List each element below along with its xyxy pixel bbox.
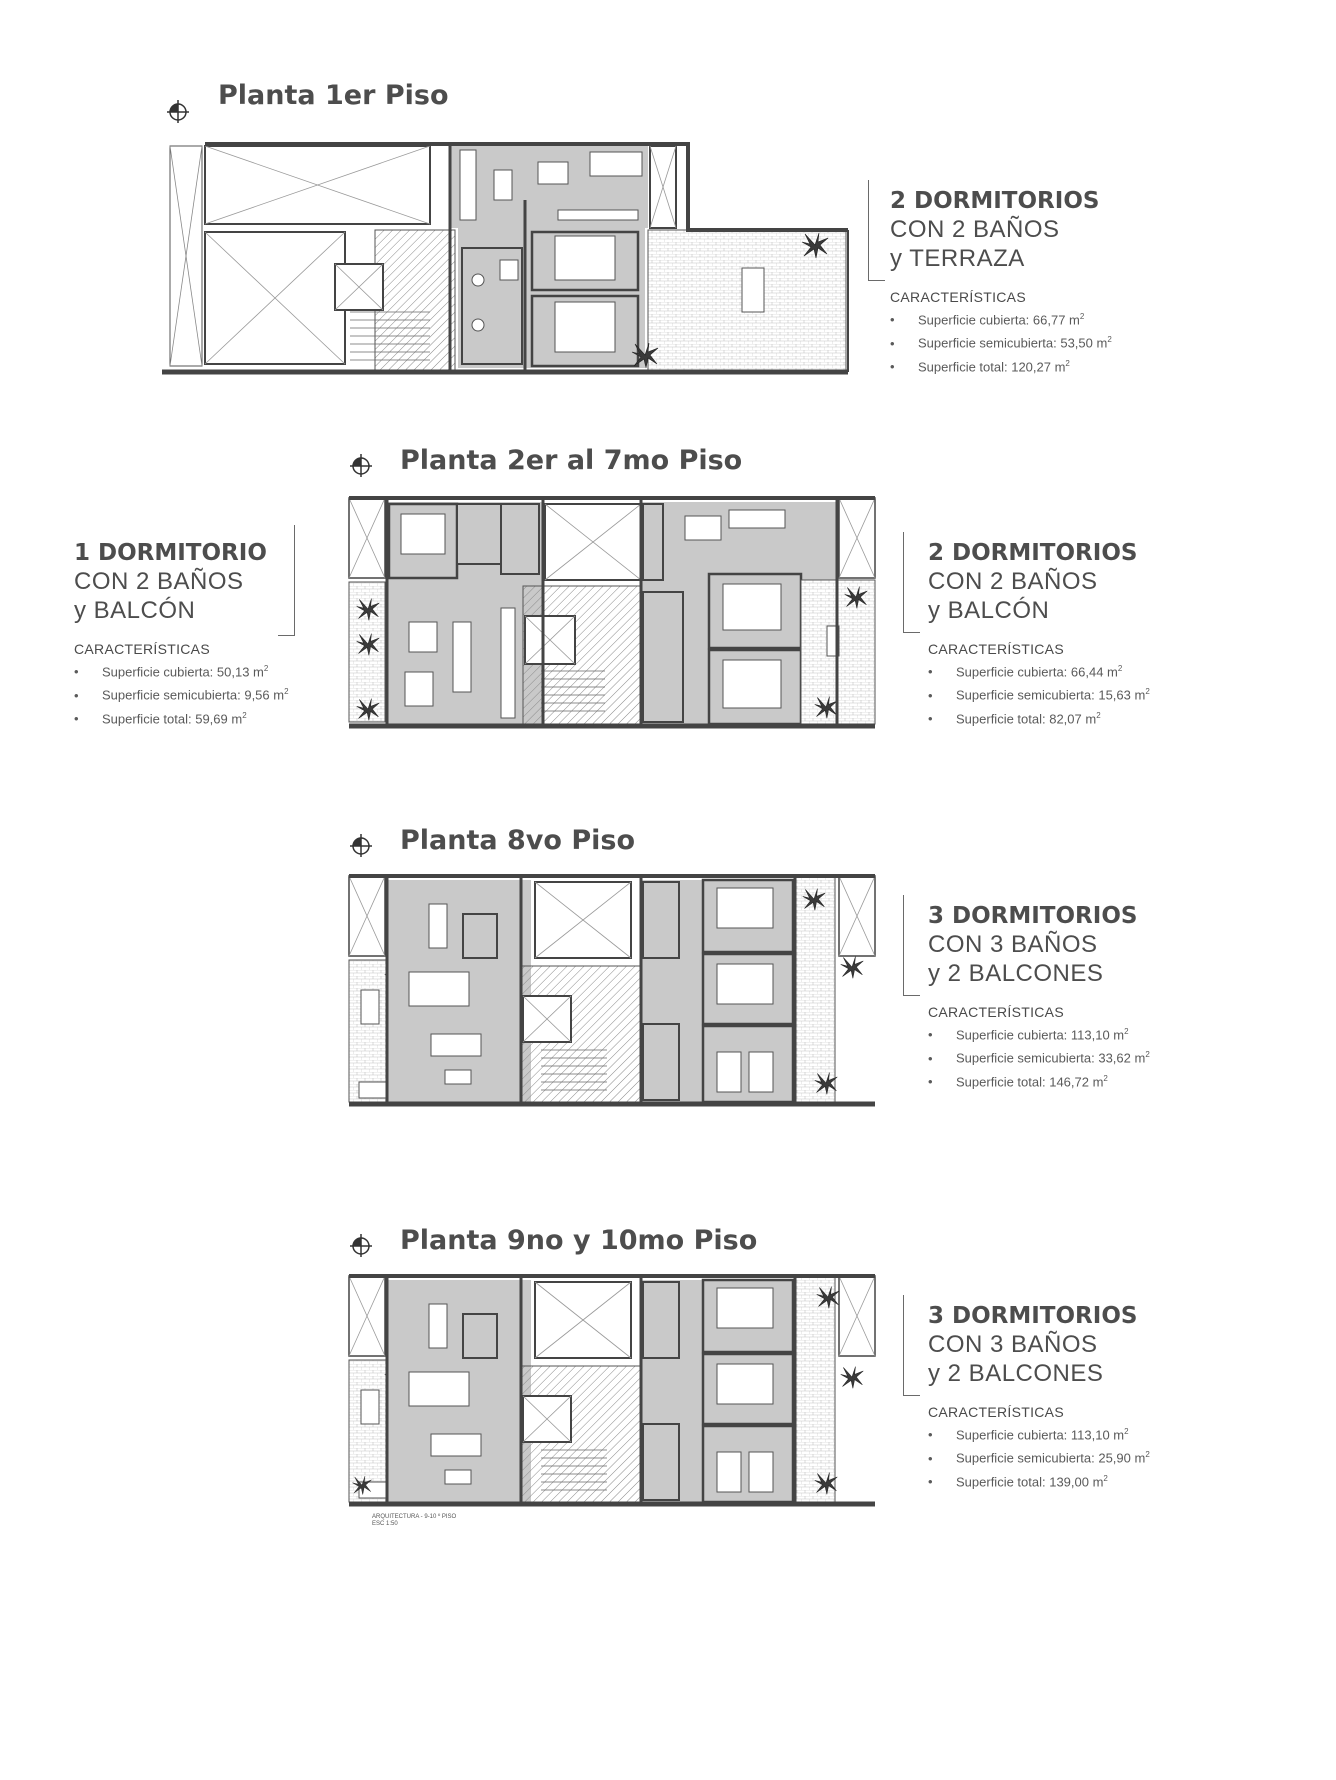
unit-info-plan-3 [928,903,1150,1092]
floor-plan-9-10-piso [345,1274,880,1510]
unit-bedrooms: 1 DORMITORIO [74,540,267,566]
unit-outdoor: y BALCÓN [74,597,196,624]
unit-bathrooms: CON 2 BAÑOS [890,216,1060,243]
feature-item: • Superficie semicubierta: 15,63 $m^2$ [928,687,1150,703]
unit-bedrooms: 3 DORMITORIOS [928,903,1138,929]
features-title: CARACTERÍSTICAS [928,641,1064,657]
features-title: CARACTERÍSTICAS [928,1404,1064,1420]
feature-item: • Superficie cubierta: 50,13 $m^2$ [74,664,269,680]
unit-bedrooms: 3 DORMITORIOS [928,1303,1138,1329]
feature-item: • Superficie cubierta: 66,44 $m^2$ [928,664,1123,680]
feature-item: • Superficie cubierta: 113,10 $m^2$ [928,1027,1129,1043]
feature-item: • Superficie total: 120,27 $m^2$ [890,358,1070,374]
unit-outdoor: y TERRAZA [890,245,1025,272]
unit-bathrooms: CON 3 BAÑOS [928,1331,1098,1358]
bracket-plan-4 [903,1295,920,1396]
feature-item: • Superficie total: 146,72 $m^2$ [928,1073,1108,1089]
unit-bathrooms: CON 2 BAÑOS [74,568,244,595]
bracket-plan-1 [868,180,885,281]
unit-bathrooms: CON 2 BAÑOS [928,568,1098,595]
feature-item: • Superficie total: 139,00 $m^2$ [928,1473,1108,1489]
north-arrow-icon [348,832,374,858]
plan-4-title: Planta 9no y 10mo Piso [400,1225,758,1256]
feature-item: • Superficie cubierta: 66,77 $m^2$ [890,312,1085,328]
plan-3-title: Planta 8vo Piso [400,825,636,856]
bracket-plan-2-right [903,532,920,633]
unit-outdoor: y BALCÓN [928,597,1050,624]
north-arrow-icon [348,1232,374,1258]
features-title: CARACTERÍSTICAS [928,1004,1064,1020]
feature-item: • Superficie semicubierta: 9,56 $m^2$ [74,687,289,703]
unit-info-plan-1 [890,188,1112,377]
unit-info-plan-2-left [74,540,289,729]
unit-outdoor: y 2 BALCONES [928,1360,1104,1387]
drawing-caption: ARQUITECTURA - 9-10 º PISO ESC 1:50 [372,1514,457,1527]
unit-info-plan-2-right [928,540,1150,729]
north-arrow-icon [348,452,374,478]
feature-item: • Superficie cubierta: 113,10 $m^2$ [928,1427,1129,1443]
floor-plan-1er-piso [160,140,850,380]
unit-outdoor: y 2 BALCONES [928,960,1104,987]
unit-info-plan-4 [928,1303,1150,1492]
plan-2-title: Planta 2er al 7mo Piso [400,445,743,476]
feature-item: • Superficie total: 82,07 $m^2$ [928,710,1101,726]
features-title: CARACTERÍSTICAS [74,641,210,657]
floor-plan-2-7-piso [345,496,880,732]
features-title: CARACTERÍSTICAS [890,289,1026,305]
feature-item: • Superficie semicubierta: 33,62 $m^2$ [928,1050,1150,1066]
plan-1-title: Planta 1er Piso [218,80,449,111]
floor-plan-8vo-piso [345,874,880,1110]
unit-bedrooms: 2 DORMITORIOS [890,188,1100,214]
bracket-plan-3 [903,895,920,996]
unit-bedrooms: 2 DORMITORIOS [928,540,1138,566]
unit-bathrooms: CON 3 BAÑOS [928,931,1098,958]
feature-item: • Superficie semicubierta: 53,50 $m^2$ [890,335,1112,351]
feature-item: • Superficie semicubierta: 25,90 $m^2$ [928,1450,1150,1466]
north-arrow-icon [165,98,191,124]
feature-item: • Superficie total: 59,69 $m^2$ [74,710,247,726]
